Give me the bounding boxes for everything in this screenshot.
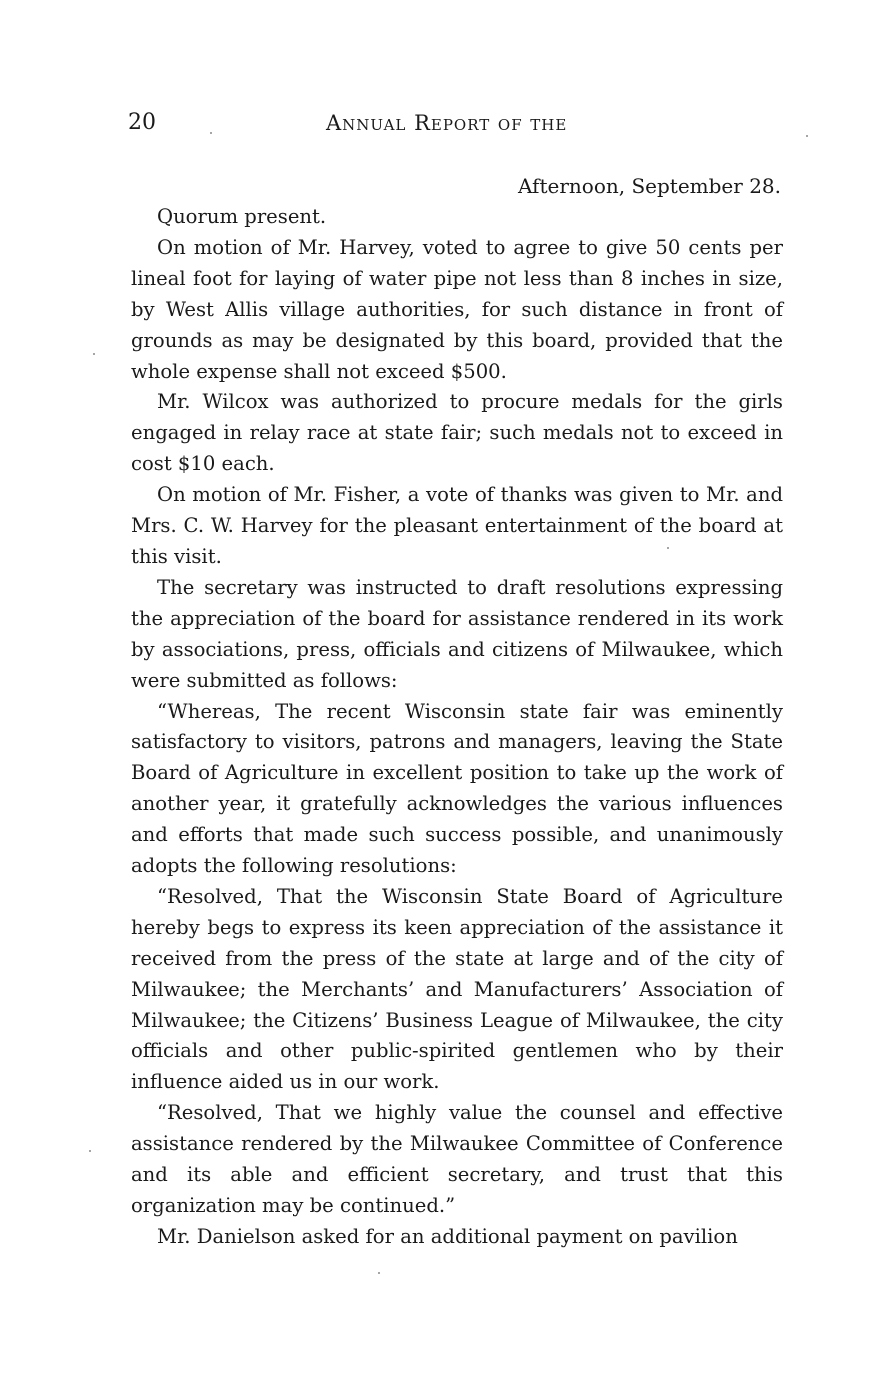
paper-speck xyxy=(93,353,95,355)
paper-speck xyxy=(210,132,212,134)
session-dateline: Afternoon, September 28. xyxy=(517,174,781,198)
paragraph-whereas: “Whereas, The recent Wisconsin state fair was eminently satisfactory to visitors, patrons and managers, leaving the State Board of Agriculture in excellent position to take up the work of another year, it gratefully acknowledges the various influences and efforts that made such success possible, and unanimously adopts the following resolutions: xyxy=(131,699,783,878)
paragraph-quorum: Quorum present. xyxy=(157,205,327,228)
paper-speck xyxy=(806,135,808,137)
paragraph-resolved-press: “Resolved, That the Wisconsin State Board of Agriculture hereby begs to express its keen appreciation of the assistance it received from the press of the state at large and of the city of Milwaukee; the Merchants’ and Manufacturers’ Association of Milwaukee; the Citizens’ Business League of Milwaukee, the city officials and other public-spirited gentlemen who by their influence aided us in our work. xyxy=(131,884,783,1094)
running-head: Annual Report of the xyxy=(326,111,568,135)
paper-speck xyxy=(667,547,669,549)
paragraph-secretary-instruction: The secretary was instructed to draft resolutions expressing the appreciation of the board for assistance rendered in its work by associations, press, officials and citizens of Milwaukee, which were submitted as follows: xyxy=(131,575,783,692)
paragraph-vote-of-thanks: On motion of Mr. Fisher, a vote of thanks was given to Mr. and Mrs. C. W. Harvey for the pleasant entertainment of the board at this visit. xyxy=(131,483,783,568)
paragraph-water-pipe-motion: On motion of Mr. Harvey, voted to agree to give 50 cents per lineal foot for laying of water pipe not less than 8 inches in size, by West Allis village authorities, for such distance in front of grounds as may be designated by this board, provided that the whole expense shall not exceed $500. xyxy=(131,235,783,383)
paragraph-pavilion-payment: Mr. Danielson asked for an additional payment on pavilion xyxy=(157,1224,738,1248)
body-text xyxy=(131,202,783,1253)
paper-speck xyxy=(378,1272,380,1274)
paragraph-medals: Mr. Wilcox was authorized to procure medals for the girls engaged in relay race at state fair; such medals not to exceed in cost $10 each. xyxy=(131,390,783,476)
page-number: 20 xyxy=(128,110,156,135)
paragraph-resolved-committee: “Resolved, That we highly value the counsel and effective assistance rendered by the Milwaukee Committee of Conference and its able and efficient secretary, and trust that this organization may be continued.” xyxy=(131,1101,783,1217)
paper-speck xyxy=(89,1150,91,1152)
